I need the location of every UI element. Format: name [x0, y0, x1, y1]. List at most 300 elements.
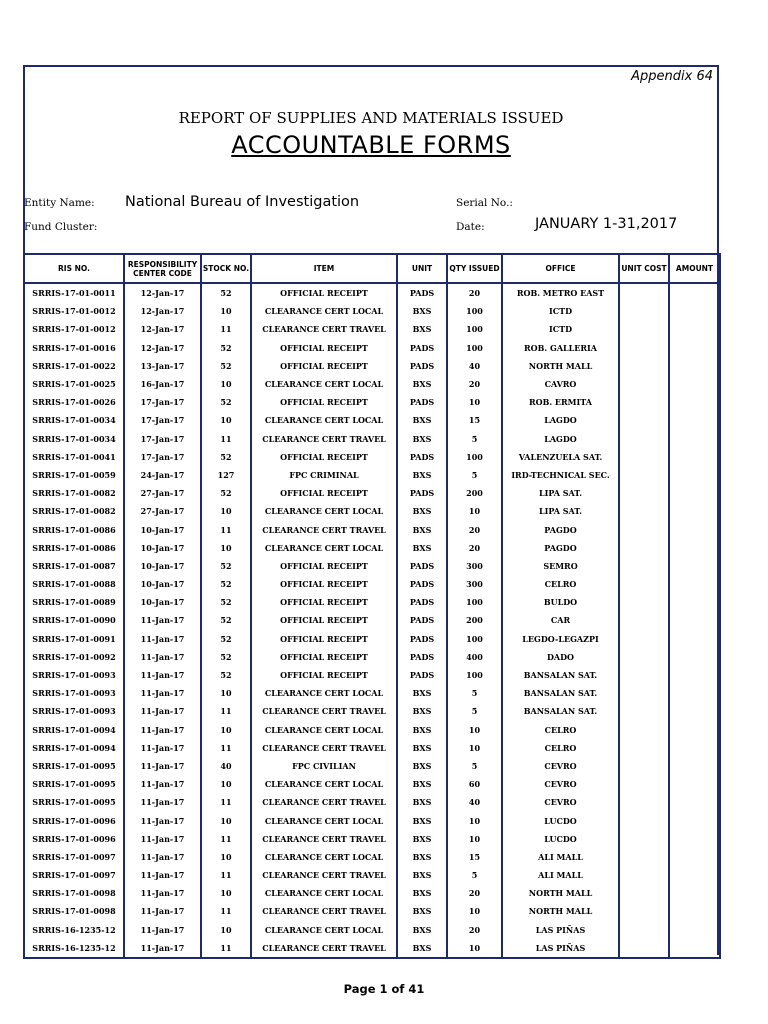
stock-no-cell: 10	[201, 539, 251, 557]
office-cell: ROB. GALLERIA	[502, 339, 619, 357]
ris-no-cell: SRRIS-17-01-0082	[24, 484, 124, 502]
rcc-cell: 11-Jan-17	[124, 939, 201, 958]
table-row	[24, 630, 720, 648]
table-row	[24, 466, 720, 484]
unit-cost-cell	[619, 448, 669, 466]
unit-cell: PADS	[397, 648, 447, 666]
col-header-qty-issued: QTY ISSUED	[447, 254, 502, 283]
ris-no-cell: SRRIS-17-01-0095	[24, 757, 124, 775]
item-cell: OFFICIAL RECEIPT	[251, 448, 397, 466]
table-row	[24, 757, 720, 775]
item-cell: CLEARANCE CERT LOCAL	[251, 848, 397, 866]
ris-no-cell: SRRIS-17-01-0091	[24, 630, 124, 648]
issued-items-table	[23, 253, 721, 959]
office-cell: BANSALAN SAT.	[502, 666, 619, 684]
item-cell: CLEARANCE CERT TRAVEL	[251, 320, 397, 338]
rcc-cell: 17-Jan-17	[124, 393, 201, 411]
amount-cell	[669, 902, 720, 920]
rcc-cell: 24-Jan-17	[124, 466, 201, 484]
unit-cost-cell	[619, 430, 669, 448]
table-row	[24, 320, 720, 338]
date-value: JANUARY 1-31,2017	[535, 216, 678, 232]
appendix-label: Appendix 64	[631, 69, 713, 84]
qty-cell: 100	[447, 630, 502, 648]
ris-no-cell: SRRIS-17-01-0093	[24, 666, 124, 684]
unit-cost-cell	[619, 866, 669, 884]
rcc-cell: 11-Jan-17	[124, 702, 201, 720]
col-header-amount: AMOUNT	[669, 254, 720, 283]
item-cell: CLEARANCE CERT LOCAL	[251, 684, 397, 702]
unit-cost-cell	[619, 811, 669, 829]
unit-cost-cell	[619, 793, 669, 811]
office-cell: BANSALAN SAT.	[502, 684, 619, 702]
unit-cost-cell	[619, 539, 669, 557]
office-cell: ALI MALL	[502, 848, 619, 866]
item-cell: CLEARANCE CERT LOCAL	[251, 302, 397, 320]
amount-cell	[669, 793, 720, 811]
amount-cell	[669, 611, 720, 629]
office-cell: LAGDO	[502, 411, 619, 429]
office-cell: LAS PIÑAS	[502, 921, 619, 939]
stock-no-cell: 52	[201, 575, 251, 593]
qty-cell: 5	[447, 702, 502, 720]
qty-cell: 10	[447, 502, 502, 520]
amount-cell	[669, 630, 720, 648]
unit-cost-cell	[619, 721, 669, 739]
item-cell: CLEARANCE CERT LOCAL	[251, 884, 397, 902]
amount-cell	[669, 302, 720, 320]
ris-no-cell: SRRIS-17-01-0086	[24, 520, 124, 538]
office-cell: NORTH MALL	[502, 884, 619, 902]
table-row	[24, 721, 720, 739]
unit-cost-cell	[619, 939, 669, 958]
item-cell: CLEARANCE CERT LOCAL	[251, 921, 397, 939]
office-cell: ROB. METRO EAST	[502, 283, 619, 302]
unit-cell: PADS	[397, 575, 447, 593]
ris-no-cell: SRRIS-16-1235-12	[24, 921, 124, 939]
unit-cell: BXS	[397, 866, 447, 884]
ris-no-cell: SRRIS-17-01-0094	[24, 739, 124, 757]
table-row	[24, 375, 720, 393]
amount-cell	[669, 702, 720, 720]
qty-cell: 300	[447, 575, 502, 593]
item-cell: OFFICIAL RECEIPT	[251, 611, 397, 629]
item-cell: CLEARANCE CERT LOCAL	[251, 375, 397, 393]
ris-no-cell: SRRIS-17-01-0034	[24, 430, 124, 448]
table-row	[24, 339, 720, 357]
office-cell: IRD-TECHNICAL SEC.	[502, 466, 619, 484]
rcc-cell: 11-Jan-17	[124, 921, 201, 939]
qty-cell: 5	[447, 430, 502, 448]
item-cell: OFFICIAL RECEIPT	[251, 393, 397, 411]
amount-cell	[669, 466, 720, 484]
ris-no-cell: SRRIS-17-01-0016	[24, 339, 124, 357]
table-row	[24, 684, 720, 702]
amount-cell	[669, 666, 720, 684]
stock-no-cell: 10	[201, 302, 251, 320]
stock-no-cell: 11	[201, 430, 251, 448]
office-cell: CELRO	[502, 721, 619, 739]
stock-no-cell: 127	[201, 466, 251, 484]
item-cell: CLEARANCE CERT TRAVEL	[251, 866, 397, 884]
unit-cost-cell	[619, 611, 669, 629]
unit-cell: BXS	[397, 775, 447, 793]
item-cell: FPC CIVILIAN	[251, 757, 397, 775]
office-cell: ROB. ERMITA	[502, 393, 619, 411]
table-row	[24, 866, 720, 884]
qty-cell: 200	[447, 484, 502, 502]
table-row	[24, 557, 720, 575]
office-cell: PAGDO	[502, 520, 619, 538]
rcc-cell: 11-Jan-17	[124, 884, 201, 902]
item-cell: CLEARANCE CERT TRAVEL	[251, 939, 397, 958]
unit-cost-cell	[619, 393, 669, 411]
rcc-cell: 17-Jan-17	[124, 411, 201, 429]
qty-cell: 200	[447, 611, 502, 629]
stock-no-cell: 52	[201, 283, 251, 302]
qty-cell: 10	[447, 393, 502, 411]
office-cell: CELRO	[502, 575, 619, 593]
stock-no-cell: 52	[201, 611, 251, 629]
item-cell: OFFICIAL RECEIPT	[251, 339, 397, 357]
qty-cell: 20	[447, 539, 502, 557]
unit-cell: PADS	[397, 611, 447, 629]
table-row	[24, 666, 720, 684]
rcc-cell: 11-Jan-17	[124, 902, 201, 920]
amount-cell	[669, 539, 720, 557]
qty-cell: 40	[447, 793, 502, 811]
unit-cost-cell	[619, 830, 669, 848]
stock-no-cell: 11	[201, 739, 251, 757]
ris-no-cell: SRRIS-17-01-0041	[24, 448, 124, 466]
item-cell: CLEARANCE CERT LOCAL	[251, 502, 397, 520]
stock-no-cell: 11	[201, 320, 251, 338]
rcc-cell: 11-Jan-17	[124, 757, 201, 775]
amount-cell	[669, 357, 720, 375]
rcc-cell: 12-Jan-17	[124, 320, 201, 338]
amount-cell	[669, 811, 720, 829]
unit-cell: PADS	[397, 448, 447, 466]
ris-no-cell: SRRIS-17-01-0095	[24, 793, 124, 811]
unit-cost-cell	[619, 739, 669, 757]
office-cell: BULDO	[502, 593, 619, 611]
ris-no-cell: SRRIS-17-01-0097	[24, 848, 124, 866]
unit-cell: PADS	[397, 557, 447, 575]
unit-cell: BXS	[397, 539, 447, 557]
amount-cell	[669, 939, 720, 958]
table-row	[24, 484, 720, 502]
amount-cell	[669, 721, 720, 739]
qty-cell: 100	[447, 320, 502, 338]
qty-cell: 10	[447, 811, 502, 829]
stock-no-cell: 52	[201, 448, 251, 466]
unit-cell: BXS	[397, 939, 447, 958]
office-cell: LAS PIÑAS	[502, 939, 619, 958]
rcc-cell: 10-Jan-17	[124, 520, 201, 538]
qty-cell: 60	[447, 775, 502, 793]
table-header-row	[24, 254, 720, 283]
unit-cell: BXS	[397, 684, 447, 702]
office-cell: ICTD	[502, 302, 619, 320]
table-row	[24, 283, 720, 302]
unit-cost-cell	[619, 666, 669, 684]
amount-cell	[669, 848, 720, 866]
item-cell: CLEARANCE CERT TRAVEL	[251, 430, 397, 448]
unit-cell: PADS	[397, 393, 447, 411]
rcc-cell: 16-Jan-17	[124, 375, 201, 393]
qty-cell: 100	[447, 666, 502, 684]
item-cell: OFFICIAL RECEIPT	[251, 484, 397, 502]
amount-cell	[669, 411, 720, 429]
unit-cost-cell	[619, 339, 669, 357]
rcc-cell: 11-Jan-17	[124, 648, 201, 666]
rcc-cell: 11-Jan-17	[124, 611, 201, 629]
unit-cell: PADS	[397, 339, 447, 357]
item-cell: OFFICIAL RECEIPT	[251, 648, 397, 666]
col-header-unit: UNIT	[397, 254, 447, 283]
stock-no-cell: 52	[201, 557, 251, 575]
stock-no-cell: 11	[201, 793, 251, 811]
table-row	[24, 539, 720, 557]
amount-cell	[669, 921, 720, 939]
office-cell: LIPA SAT.	[502, 484, 619, 502]
stock-no-cell: 52	[201, 339, 251, 357]
table-row	[24, 702, 720, 720]
stock-no-cell: 52	[201, 357, 251, 375]
unit-cost-cell	[619, 575, 669, 593]
office-cell: CAR	[502, 611, 619, 629]
report-title: REPORT OF SUPPLIES AND MATERIALS ISSUED	[178, 109, 564, 127]
item-cell: CLEARANCE CERT TRAVEL	[251, 793, 397, 811]
report-subtitle: ACCOUNTABLE FORMS	[231, 131, 511, 159]
stock-no-cell: 52	[201, 648, 251, 666]
qty-cell: 10	[447, 739, 502, 757]
ris-no-cell: SRRIS-17-01-0093	[24, 702, 124, 720]
office-cell: NORTH MALL	[502, 902, 619, 920]
unit-cell: PADS	[397, 593, 447, 611]
qty-cell: 5	[447, 466, 502, 484]
table-row	[24, 811, 720, 829]
stock-no-cell: 11	[201, 520, 251, 538]
office-cell: CAVRO	[502, 375, 619, 393]
amount-cell	[669, 830, 720, 848]
amount-cell	[669, 775, 720, 793]
col-header-item: ITEM	[251, 254, 397, 283]
qty-cell: 100	[447, 448, 502, 466]
item-cell: OFFICIAL RECEIPT	[251, 630, 397, 648]
ris-no-cell: SRRIS-17-01-0093	[24, 684, 124, 702]
ris-no-cell: SRRIS-17-01-0089	[24, 593, 124, 611]
rcc-cell: 13-Jan-17	[124, 357, 201, 375]
table-row	[24, 902, 720, 920]
qty-cell: 300	[447, 557, 502, 575]
entity-name-value: National Bureau of Investigation	[125, 194, 360, 210]
office-cell: LUCDO	[502, 811, 619, 829]
rcc-cell: 11-Jan-17	[124, 848, 201, 866]
ris-no-cell: SRRIS-17-01-0096	[24, 830, 124, 848]
ris-no-cell: SRRIS-17-01-0012	[24, 302, 124, 320]
rcc-cell: 10-Jan-17	[124, 557, 201, 575]
item-cell: CLEARANCE CERT LOCAL	[251, 411, 397, 429]
rcc-cell: 17-Jan-17	[124, 430, 201, 448]
unit-cell: PADS	[397, 484, 447, 502]
ris-no-cell: SRRIS-17-01-0011	[24, 283, 124, 302]
unit-cell: BXS	[397, 375, 447, 393]
ris-no-cell: SRRIS-17-01-0097	[24, 866, 124, 884]
amount-cell	[669, 393, 720, 411]
unit-cost-cell	[619, 630, 669, 648]
ris-no-cell: SRRIS-17-01-0025	[24, 375, 124, 393]
unit-cell: BXS	[397, 902, 447, 920]
unit-cell: BXS	[397, 466, 447, 484]
stock-no-cell: 10	[201, 684, 251, 702]
unit-cell: BXS	[397, 411, 447, 429]
ris-no-cell: SRRIS-17-01-0096	[24, 811, 124, 829]
table-row	[24, 884, 720, 902]
amount-cell	[669, 757, 720, 775]
qty-cell: 5	[447, 757, 502, 775]
unit-cell: BXS	[397, 721, 447, 739]
rcc-cell: 12-Jan-17	[124, 283, 201, 302]
amount-cell	[669, 684, 720, 702]
stock-no-cell: 11	[201, 830, 251, 848]
unit-cost-cell	[619, 375, 669, 393]
unit-cost-cell	[619, 302, 669, 320]
unit-cost-cell	[619, 320, 669, 338]
amount-cell	[669, 739, 720, 757]
item-cell: OFFICIAL RECEIPT	[251, 283, 397, 302]
qty-cell: 20	[447, 520, 502, 538]
ris-no-cell: SRRIS-17-01-0082	[24, 502, 124, 520]
unit-cost-cell	[619, 466, 669, 484]
amount-cell	[669, 375, 720, 393]
item-cell: CLEARANCE CERT LOCAL	[251, 811, 397, 829]
rcc-cell: 27-Jan-17	[124, 502, 201, 520]
rcc-cell: 10-Jan-17	[124, 593, 201, 611]
table-row	[24, 520, 720, 538]
unit-cost-cell	[619, 757, 669, 775]
item-cell: FPC CRIMINAL	[251, 466, 397, 484]
ris-no-cell: SRRIS-17-01-0095	[24, 775, 124, 793]
amount-cell	[669, 430, 720, 448]
rcc-cell: 10-Jan-17	[124, 575, 201, 593]
table-row	[24, 393, 720, 411]
office-cell: NORTH MALL	[502, 357, 619, 375]
item-cell: CLEARANCE CERT LOCAL	[251, 775, 397, 793]
table-row	[24, 593, 720, 611]
amount-cell	[669, 339, 720, 357]
ris-no-cell: SRRIS-17-01-0098	[24, 884, 124, 902]
unit-cell: PADS	[397, 666, 447, 684]
office-cell: CEVRO	[502, 793, 619, 811]
qty-cell: 10	[447, 939, 502, 958]
qty-cell: 15	[447, 411, 502, 429]
unit-cost-cell	[619, 884, 669, 902]
qty-cell: 40	[447, 357, 502, 375]
qty-cell: 20	[447, 283, 502, 302]
stock-no-cell: 52	[201, 630, 251, 648]
office-cell: BANSALAN SAT.	[502, 702, 619, 720]
ris-no-cell: SRRIS-17-01-0034	[24, 411, 124, 429]
ris-no-cell: SRRIS-17-01-0090	[24, 611, 124, 629]
table-row	[24, 939, 720, 958]
stock-no-cell: 11	[201, 902, 251, 920]
rcc-cell: 11-Jan-17	[124, 739, 201, 757]
ris-no-cell: SRRIS-17-01-0088	[24, 575, 124, 593]
unit-cost-cell	[619, 921, 669, 939]
unit-cell: PADS	[397, 357, 447, 375]
item-cell: CLEARANCE CERT TRAVEL	[251, 902, 397, 920]
qty-cell: 100	[447, 339, 502, 357]
rcc-cell: 11-Jan-17	[124, 684, 201, 702]
entity-name-label: Entity Name:	[24, 197, 95, 209]
unit-cost-cell	[619, 648, 669, 666]
stock-no-cell: 52	[201, 593, 251, 611]
stock-no-cell: 10	[201, 811, 251, 829]
stock-no-cell: 10	[201, 375, 251, 393]
rcc-cell: 11-Jan-17	[124, 830, 201, 848]
col-header-stock-no: STOCK NO.	[201, 254, 251, 283]
unit-cell: BXS	[397, 811, 447, 829]
table-body	[24, 283, 720, 958]
amount-cell	[669, 593, 720, 611]
unit-cost-cell	[619, 484, 669, 502]
office-cell: CEVRO	[502, 775, 619, 793]
office-cell: CEVRO	[502, 757, 619, 775]
unit-cost-cell	[619, 283, 669, 302]
unit-cell: BXS	[397, 848, 447, 866]
unit-cost-cell	[619, 902, 669, 920]
unit-cost-cell	[619, 357, 669, 375]
stock-no-cell: 52	[201, 393, 251, 411]
qty-cell: 20	[447, 375, 502, 393]
stock-no-cell: 52	[201, 484, 251, 502]
unit-cell: BXS	[397, 430, 447, 448]
item-cell: OFFICIAL RECEIPT	[251, 357, 397, 375]
amount-cell	[669, 484, 720, 502]
table-row	[24, 448, 720, 466]
amount-cell	[669, 520, 720, 538]
unit-cell: PADS	[397, 283, 447, 302]
amount-cell	[669, 320, 720, 338]
unit-cell: BXS	[397, 830, 447, 848]
item-cell: CLEARANCE CERT TRAVEL	[251, 520, 397, 538]
table-row	[24, 848, 720, 866]
rcc-cell: 10-Jan-17	[124, 539, 201, 557]
ris-no-cell: SRRIS-17-01-0059	[24, 466, 124, 484]
office-cell: ALI MALL	[502, 866, 619, 884]
amount-cell	[669, 502, 720, 520]
qty-cell: 5	[447, 866, 502, 884]
amount-cell	[669, 283, 720, 302]
col-header-ris-no: RIS NO.	[24, 254, 124, 283]
col-header-office: OFFICE	[502, 254, 619, 283]
stock-no-cell: 10	[201, 411, 251, 429]
office-cell: CELRO	[502, 739, 619, 757]
stock-no-cell: 11	[201, 939, 251, 958]
rcc-cell: 11-Jan-17	[124, 811, 201, 829]
ris-no-cell: SRRIS-17-01-0087	[24, 557, 124, 575]
unit-cost-cell	[619, 775, 669, 793]
table-row	[24, 648, 720, 666]
stock-no-cell: 52	[201, 666, 251, 684]
rcc-cell: 12-Jan-17	[124, 339, 201, 357]
office-cell: LEGDO-LEGAZPI	[502, 630, 619, 648]
rcc-cell: 27-Jan-17	[124, 484, 201, 502]
table-row	[24, 739, 720, 757]
ris-no-cell: SRRIS-17-01-0086	[24, 539, 124, 557]
amount-cell	[669, 866, 720, 884]
